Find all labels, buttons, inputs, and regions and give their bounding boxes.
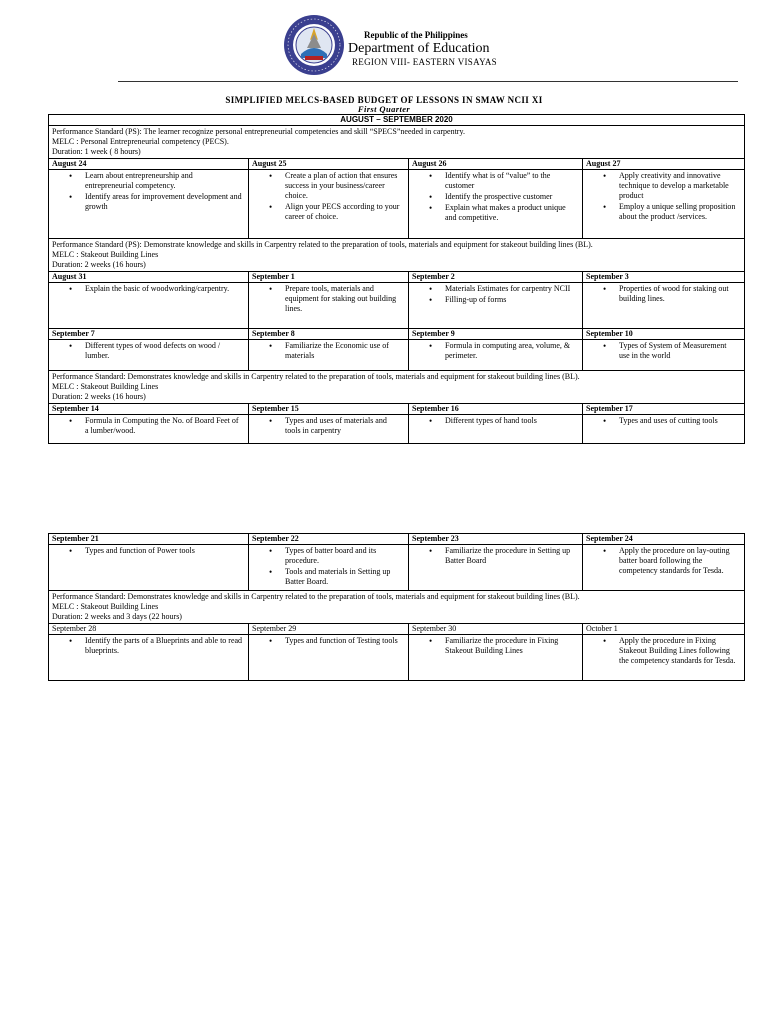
day-lessons bbox=[583, 170, 745, 239]
lesson-list bbox=[252, 171, 405, 222]
day-date: September 17 bbox=[583, 404, 745, 415]
day-lessons bbox=[249, 340, 409, 371]
lesson-item: • Identify areas for improvement development and growth bbox=[52, 192, 245, 212]
lesson-list bbox=[52, 284, 245, 294]
day-date: August 24 bbox=[49, 159, 249, 170]
day-date: September 21 bbox=[49, 534, 249, 545]
lesson-item: • Different types of wood defects on wood / lumber. bbox=[52, 341, 245, 361]
day-date: September 2 bbox=[409, 272, 583, 283]
lesson-item: • Identify what is of “value” to the customer bbox=[412, 171, 579, 191]
lesson-item: • Formula in computing area, volume, & perimeter. bbox=[412, 341, 579, 361]
day-date: September 30 bbox=[409, 624, 583, 635]
period-header: AUGUST – SEPTEMBER 2020 bbox=[49, 115, 745, 126]
day-lessons bbox=[249, 635, 409, 681]
day-date: September 10 bbox=[583, 329, 745, 340]
performance-standard: Performance Standard: Demonstrates knowledge and skills in Carpentry related to the preparation of tools, materials and equipment for stakeout building lines (BL). bbox=[52, 372, 580, 381]
day-date: September 16 bbox=[409, 404, 583, 415]
lesson-item: • Types and uses of cutting tools bbox=[586, 416, 741, 426]
melc-text: MELC : Stakeout Building Lines bbox=[52, 602, 159, 611]
day-lessons bbox=[49, 635, 249, 681]
day-lessons bbox=[249, 415, 409, 444]
lesson-item: • Apply the procedure on lay-outing batter board following the competency standards for Tesda. bbox=[586, 546, 741, 576]
day-date: September 8 bbox=[249, 329, 409, 340]
day-lessons bbox=[409, 283, 583, 329]
lesson-list bbox=[586, 171, 741, 222]
duration-text: Duration: 2 weeks (16 hours) bbox=[52, 392, 146, 401]
day-date: September 22 bbox=[249, 534, 409, 545]
day-lessons bbox=[249, 283, 409, 329]
week-lessons-row bbox=[49, 170, 745, 239]
lesson-item: • Employ a unique selling proposition about the product /services. bbox=[586, 202, 741, 222]
republic-label: Republic of the Philippines bbox=[364, 30, 468, 40]
day-date: September 15 bbox=[249, 404, 409, 415]
lesson-list bbox=[52, 416, 245, 436]
lesson-list bbox=[52, 546, 245, 556]
day-date: September 29 bbox=[249, 624, 409, 635]
week-lessons-row bbox=[49, 545, 745, 591]
lesson-item: • Align your PECS according to your career of choice. bbox=[252, 202, 405, 222]
day-lessons bbox=[409, 340, 583, 371]
week-lessons-row bbox=[49, 340, 745, 371]
lesson-item: • Types and function of Power tools bbox=[52, 546, 245, 556]
day-lessons bbox=[249, 170, 409, 239]
duration-text: Duration: 2 weeks (16 hours) bbox=[52, 260, 146, 269]
lesson-list bbox=[252, 636, 405, 646]
header-divider bbox=[118, 81, 738, 82]
performance-standard: Performance Standard (PS): The learner recognize personal entrepreneurial competencies and skill “SPECS”needed in carpentry. bbox=[52, 127, 465, 136]
lesson-list bbox=[412, 341, 579, 361]
day-lessons bbox=[249, 545, 409, 591]
standard-block bbox=[49, 371, 745, 404]
day-date: September 23 bbox=[409, 534, 583, 545]
duration-text: Duration: 1 week ( 8 hours) bbox=[52, 147, 141, 156]
lesson-item: • Types of System of Measurement use in the world bbox=[586, 341, 741, 361]
budget-table-1 bbox=[48, 114, 745, 444]
lesson-list bbox=[252, 416, 405, 436]
day-date: September 3 bbox=[583, 272, 745, 283]
day-date: August 27 bbox=[583, 159, 745, 170]
day-lessons bbox=[49, 170, 249, 239]
day-lessons bbox=[409, 170, 583, 239]
week-dates-row bbox=[49, 624, 745, 635]
melc-text: MELC : Personal Entrepreneurial competency (PECS). bbox=[52, 137, 229, 146]
lesson-item: • Formula in Computing the No. of Board Feet of a lumber/wood. bbox=[52, 416, 245, 436]
day-date: September 14 bbox=[49, 404, 249, 415]
standard-block bbox=[49, 591, 745, 624]
week-lessons-row bbox=[49, 635, 745, 681]
lesson-list bbox=[52, 636, 245, 656]
day-lessons bbox=[49, 545, 249, 591]
lesson-item: • Types and function of Testing tools bbox=[252, 636, 405, 646]
day-lessons bbox=[409, 545, 583, 591]
lesson-list bbox=[586, 636, 741, 666]
lesson-item: • Different types of hand tools bbox=[412, 416, 579, 426]
deped-seal-icon bbox=[283, 12, 345, 78]
lesson-item: • Prepare tools, materials and equipment for staking out building lines. bbox=[252, 284, 405, 314]
week-dates-row bbox=[49, 404, 745, 415]
lesson-item: • Learn about entrepreneurship and entrepreneurial competency. bbox=[52, 171, 245, 191]
day-date: August 26 bbox=[409, 159, 583, 170]
lesson-list bbox=[586, 416, 741, 426]
week-dates-row bbox=[49, 159, 745, 170]
day-lessons bbox=[583, 415, 745, 444]
lesson-item: • Identify the parts of a Blueprints and able to read blueprints. bbox=[52, 636, 245, 656]
day-lessons bbox=[409, 415, 583, 444]
lesson-list bbox=[412, 171, 579, 223]
lesson-list bbox=[52, 341, 245, 361]
day-date: October 1 bbox=[583, 624, 745, 635]
day-date: August 31 bbox=[49, 272, 249, 283]
week-dates-row bbox=[49, 329, 745, 340]
lesson-item: • Properties of wood for staking out building lines. bbox=[586, 284, 741, 304]
lesson-item: • Tools and materials in Setting up Batter Board. bbox=[252, 567, 405, 587]
week-dates-row bbox=[49, 534, 745, 545]
budget-table-2 bbox=[48, 533, 745, 681]
day-lessons bbox=[49, 415, 249, 444]
lesson-item: • Explain the basic of woodworking/carpentry. bbox=[52, 284, 245, 294]
lesson-item: • Apply creativity and innovative technique to develop a marketable product bbox=[586, 171, 741, 201]
lesson-item: • Apply the procedure in Fixing Stakeout Building Lines following the competency standards for Tesda. bbox=[586, 636, 741, 666]
lesson-list bbox=[586, 284, 741, 304]
letterhead bbox=[0, 0, 768, 90]
lesson-list bbox=[52, 171, 245, 212]
week-lessons-row bbox=[49, 283, 745, 329]
standard-block bbox=[49, 239, 745, 272]
duration-text: Duration: 2 weeks and 3 days (22 hours) bbox=[52, 612, 182, 621]
week-dates-row bbox=[49, 272, 745, 283]
lesson-item: • Identify the prospective customer bbox=[412, 192, 579, 202]
lesson-list bbox=[252, 546, 405, 587]
lesson-item: • Types of batter board and its procedure. bbox=[252, 546, 405, 566]
performance-standard: Performance Standard (PS): Demonstrate knowledge and skills in Carpentry related to the preparation of tools, materials and equipment for stakeout building lines (BL). bbox=[52, 240, 593, 249]
lesson-list bbox=[412, 546, 579, 566]
standard-block bbox=[49, 126, 745, 159]
lesson-list bbox=[412, 284, 579, 305]
day-lessons bbox=[49, 340, 249, 371]
department-name: Department of Education bbox=[348, 41, 490, 56]
day-lessons bbox=[49, 283, 249, 329]
day-lessons bbox=[583, 635, 745, 681]
week-lessons-row bbox=[49, 415, 745, 444]
day-lessons bbox=[583, 545, 745, 591]
day-lessons bbox=[409, 635, 583, 681]
day-date: September 24 bbox=[583, 534, 745, 545]
lesson-item: • Familiarize the Economic use of materials bbox=[252, 341, 405, 361]
lesson-list bbox=[252, 284, 405, 314]
lesson-item: • Filling-up of forms bbox=[412, 295, 579, 305]
melc-text: MELC : Stakeout Building Lines bbox=[52, 382, 159, 391]
lesson-item: • Familiarize the procedure in Setting up Batter Board bbox=[412, 546, 579, 566]
document-title: SIMPLIFIED MELCS-BASED BUDGET OF LESSONS IN SMAW NCII XI bbox=[225, 95, 543, 105]
quarter-label: First Quarter bbox=[357, 104, 411, 114]
day-lessons bbox=[583, 283, 745, 329]
melc-text: MELC : Stakeout Building Lines bbox=[52, 250, 159, 259]
day-date: August 25 bbox=[249, 159, 409, 170]
lesson-item: • Explain what makes a product unique and competitive. bbox=[412, 203, 579, 223]
performance-standard: Performance Standard: Demonstrates knowledge and skills in Carpentry related to the preparation of tools, materials and equipment for stakeout building lines (BL). bbox=[52, 592, 580, 601]
lesson-list bbox=[412, 416, 579, 426]
day-date: September 7 bbox=[49, 329, 249, 340]
lesson-list bbox=[586, 341, 741, 361]
day-lessons bbox=[583, 340, 745, 371]
day-date: September 1 bbox=[249, 272, 409, 283]
lesson-list bbox=[412, 636, 579, 656]
lesson-list bbox=[586, 546, 741, 576]
region-label: REGION VIII- EASTERN VISAYAS bbox=[352, 57, 497, 67]
lesson-item: • Familiarize the procedure in Fixing Stakeout Building Lines bbox=[412, 636, 579, 656]
lesson-item: • Materials Estimates for carpentry NCII bbox=[412, 284, 579, 294]
day-date: September 9 bbox=[409, 329, 583, 340]
day-date: September 28 bbox=[49, 624, 249, 635]
lesson-item: • Create a plan of action that ensures success in your business/career choice. bbox=[252, 171, 405, 201]
lesson-item: • Types and uses of materials and tools in carpentry bbox=[252, 416, 405, 436]
lesson-list bbox=[252, 341, 405, 361]
